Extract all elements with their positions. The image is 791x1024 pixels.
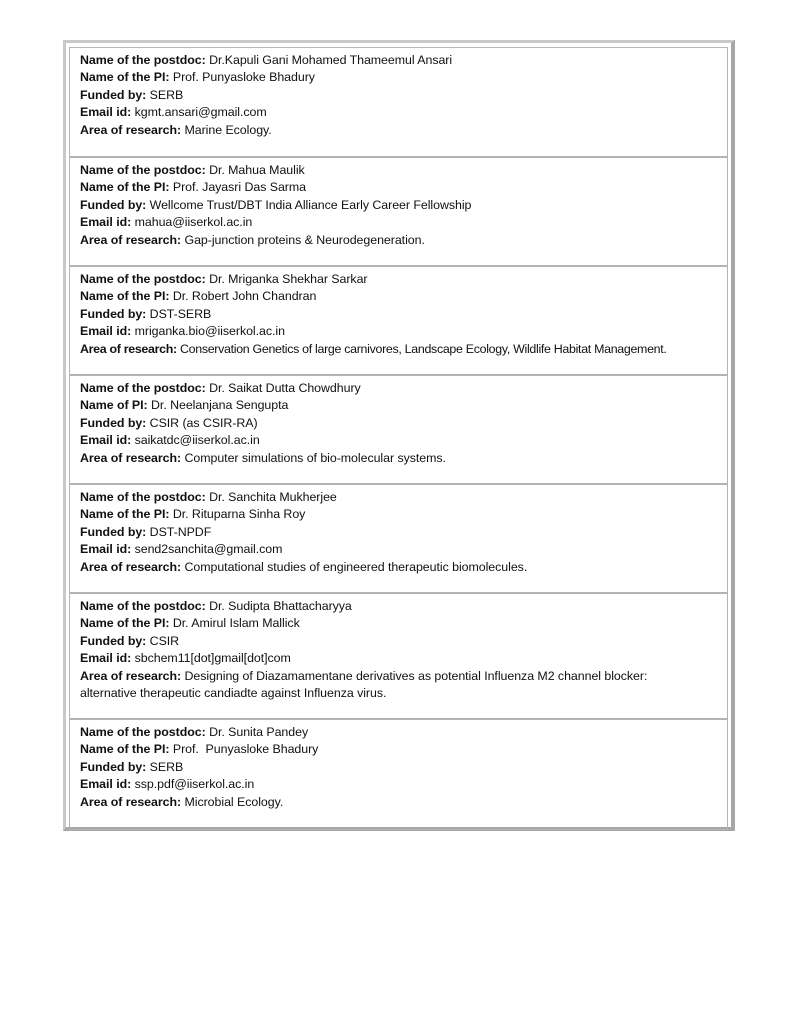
area-label: Area of research: bbox=[80, 668, 182, 683]
postdoc-label: Name of the postdoc: bbox=[80, 381, 206, 395]
email-label: Email id: bbox=[80, 324, 132, 339]
research-area: Conservation Genetics of large carnivores, Landscape Ecology, Wildlife Habitat Management. bbox=[179, 341, 667, 356]
pi-label: Name of the PI: bbox=[80, 507, 170, 522]
funded-label: Funded by: bbox=[80, 633, 147, 648]
postdoc-name-line bbox=[80, 380, 727, 397]
pi-name: Dr. Amirul Islam Mallick bbox=[172, 616, 300, 631]
funding-agency: CSIR bbox=[149, 633, 180, 648]
postdoc-label: Name of the postdoc: bbox=[80, 53, 206, 67]
postdoc-name: Dr. Sunita Pandey bbox=[209, 725, 309, 739]
postdoc-label: Name of the postdoc: bbox=[80, 272, 206, 286]
email-line bbox=[80, 541, 727, 558]
postdoc-entry bbox=[69, 375, 728, 484]
postdoc-name: Dr. Sanchita Mukherjee bbox=[209, 490, 337, 504]
funded-label: Funded by: bbox=[80, 415, 147, 430]
area-line bbox=[80, 794, 727, 811]
postdoc-entry bbox=[69, 484, 728, 593]
postdoc-entry bbox=[69, 593, 728, 719]
research-area: Gap-junction proteins & Neurodegeneration. bbox=[184, 232, 425, 247]
pi-line bbox=[80, 506, 727, 523]
pi-name: Dr. Rituparna Sinha Roy bbox=[172, 507, 306, 522]
pi-line bbox=[80, 179, 727, 196]
postdoc-table bbox=[63, 40, 735, 831]
area-line bbox=[80, 450, 727, 467]
area-label: Area of research: bbox=[80, 232, 182, 247]
pi-line bbox=[80, 397, 727, 414]
postdoc-entry bbox=[69, 47, 728, 157]
email-address: ssp.pdf@iiserkol.ac.in bbox=[134, 777, 255, 792]
postdoc-entry bbox=[69, 719, 728, 830]
funding-agency: DST-SERB bbox=[149, 306, 212, 321]
area-line bbox=[80, 559, 727, 576]
funded-line bbox=[80, 306, 727, 323]
pi-line bbox=[80, 288, 727, 305]
email-label: Email id: bbox=[80, 105, 132, 120]
funded-label: Funded by: bbox=[80, 306, 147, 321]
pi-line bbox=[80, 69, 727, 86]
area-label: Area of research: bbox=[80, 450, 182, 465]
pi-name: Dr. Robert John Chandran bbox=[172, 289, 317, 304]
email-address: saikatdc@iiserkol.ac.in bbox=[134, 433, 260, 448]
research-area: Computer simulations of bio-molecular systems. bbox=[184, 450, 446, 465]
funded-line bbox=[80, 633, 727, 650]
funded-label: Funded by: bbox=[80, 524, 147, 539]
area-line bbox=[80, 122, 727, 139]
email-address: kgmt.ansari@gmail.com bbox=[134, 105, 267, 120]
email-line bbox=[80, 323, 727, 340]
research-area: Designing of Diazamamentane derivatives as potential Influenza M2 channel blocker: alternative therapeutic candiadte against Influenza virus. bbox=[80, 668, 648, 701]
area-label: Area of research: bbox=[80, 559, 182, 574]
funded-line bbox=[80, 524, 727, 541]
funded-line bbox=[80, 87, 727, 104]
funding-agency: Wellcome Trust/DBT India Alliance Early Career Fellowship bbox=[149, 197, 472, 212]
area-line bbox=[80, 232, 727, 249]
pi-name: Prof. Jayasri Das Sarma bbox=[172, 180, 306, 195]
postdoc-name: Dr. Sudipta Bhattacharyya bbox=[209, 599, 352, 613]
postdoc-label: Name of the postdoc: bbox=[80, 599, 206, 613]
postdoc-name: Dr. Mriganka Shekhar Sarkar bbox=[209, 272, 368, 286]
postdoc-name-line bbox=[80, 162, 727, 179]
funding-agency: DST-NPDF bbox=[149, 524, 212, 539]
email-label: Email id: bbox=[80, 215, 132, 230]
postdoc-name-line bbox=[80, 271, 727, 288]
area-label: Area of research: bbox=[80, 794, 182, 809]
funding-agency: SERB bbox=[149, 87, 184, 102]
pi-label: Name of PI: bbox=[80, 398, 148, 413]
pi-label: Name of the PI: bbox=[80, 70, 170, 85]
email-line bbox=[80, 214, 727, 231]
email-label: Email id: bbox=[80, 542, 132, 557]
area-label: Area of research: bbox=[80, 341, 177, 356]
funding-agency: SERB bbox=[149, 759, 184, 774]
postdoc-table-body bbox=[69, 47, 728, 823]
postdoc-name: Dr. Mahua Maulik bbox=[209, 163, 305, 177]
email-line bbox=[80, 776, 727, 793]
pi-label: Name of the PI: bbox=[80, 180, 170, 195]
pi-line bbox=[80, 615, 727, 632]
pi-name: Prof. Punyasloke Bhadury bbox=[172, 742, 319, 757]
email-label: Email id: bbox=[80, 651, 132, 666]
email-label: Email id: bbox=[80, 433, 132, 448]
postdoc-name-line bbox=[80, 489, 727, 506]
email-line bbox=[80, 650, 727, 667]
postdoc-entry bbox=[69, 266, 728, 375]
funded-label: Funded by: bbox=[80, 197, 147, 212]
funded-line bbox=[80, 759, 727, 776]
postdoc-label: Name of the postdoc: bbox=[80, 490, 206, 504]
postdoc-label: Name of the postdoc: bbox=[80, 725, 206, 739]
pi-line bbox=[80, 741, 727, 758]
area-line bbox=[80, 341, 727, 358]
postdoc-name: Dr. Saikat Dutta Chowdhury bbox=[209, 381, 361, 395]
email-line bbox=[80, 104, 727, 121]
funded-label: Funded by: bbox=[80, 759, 147, 774]
postdoc-name-line bbox=[80, 724, 727, 741]
pi-label: Name of the PI: bbox=[80, 616, 170, 631]
area-line bbox=[80, 668, 685, 703]
research-area: Microbial Ecology. bbox=[184, 794, 284, 809]
postdoc-name-line bbox=[80, 52, 727, 69]
email-address: sbchem11[dot]gmail[dot]com bbox=[134, 651, 291, 666]
email-address: mahua@iiserkol.ac.in bbox=[134, 215, 253, 230]
email-address: mriganka.bio@iiserkol.ac.in bbox=[134, 324, 285, 339]
email-label: Email id: bbox=[80, 777, 132, 792]
research-area: Marine Ecology. bbox=[184, 122, 272, 137]
pi-label: Name of the PI: bbox=[80, 742, 170, 757]
pi-name: Prof. Punyasloke Bhadury bbox=[172, 70, 315, 85]
pi-name: Dr. Neelanjana Sengupta bbox=[151, 398, 289, 413]
email-line bbox=[80, 432, 727, 449]
funded-label: Funded by: bbox=[80, 87, 147, 102]
funded-line bbox=[80, 415, 727, 432]
funded-line bbox=[80, 197, 727, 214]
research-area: Computational studies of engineered therapeutic biomolecules. bbox=[184, 559, 528, 574]
postdoc-name: Dr.Kapuli Gani Mohamed Thameemul Ansari bbox=[209, 53, 453, 67]
area-label: Area of research: bbox=[80, 122, 182, 137]
postdoc-entry bbox=[69, 157, 728, 266]
pi-label: Name of the PI: bbox=[80, 289, 170, 304]
postdoc-label: Name of the postdoc: bbox=[80, 163, 206, 177]
funding-agency: CSIR (as CSIR-RA) bbox=[149, 415, 258, 430]
postdoc-name-line bbox=[80, 598, 727, 615]
email-address: send2sanchita@gmail.com bbox=[134, 542, 283, 557]
